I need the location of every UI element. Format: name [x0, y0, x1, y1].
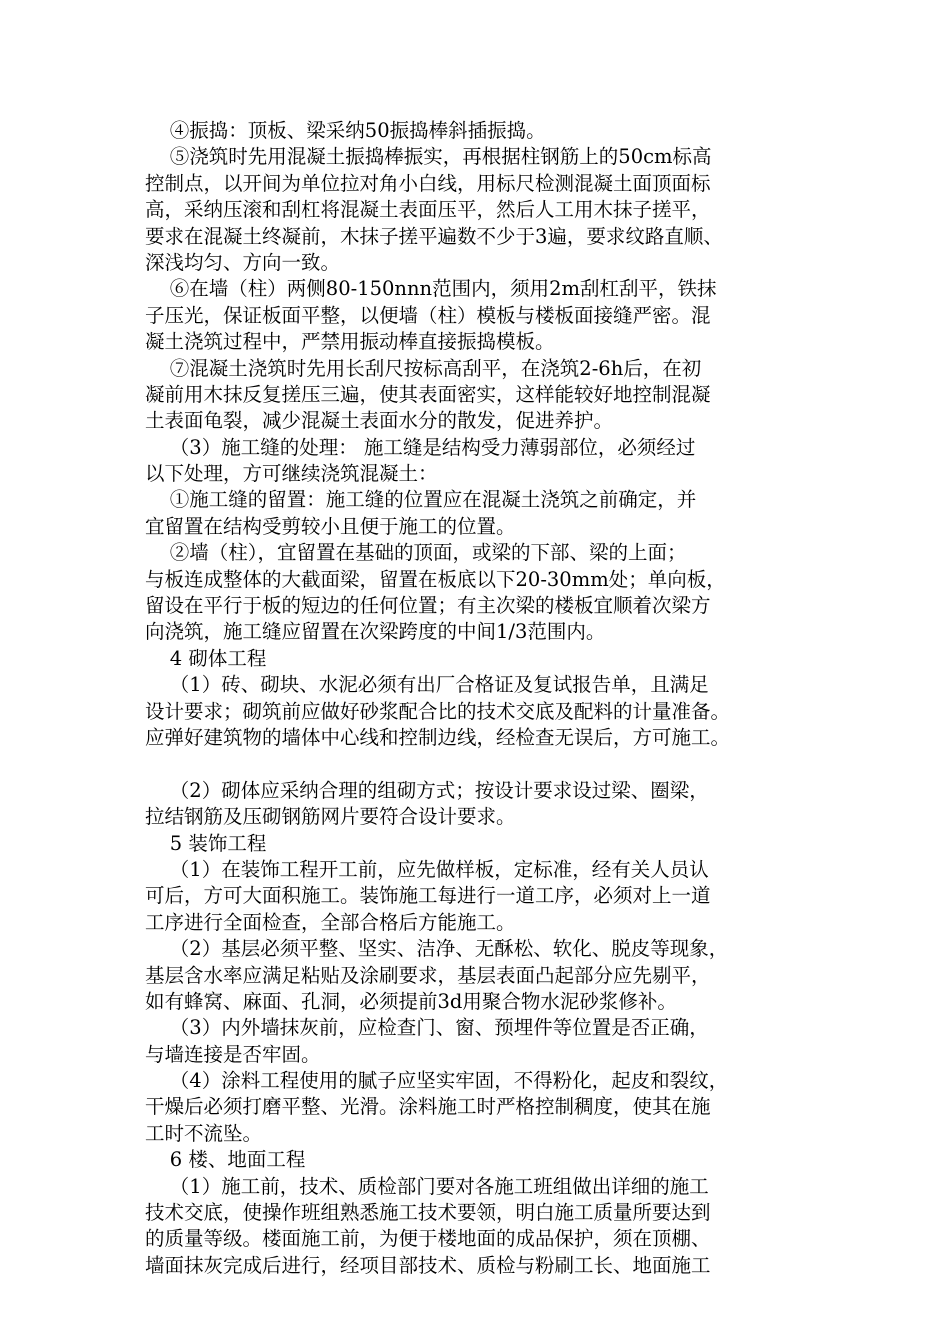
text-line: 4 砌体工程 — [145, 646, 267, 670]
text-line: 干燥后必须打磨平整、光滑。涂料施工时严格控制稠度，使其在施 — [145, 1095, 711, 1119]
text-line: 与板连成整体的大截面梁，留置在板底以下20-30mm处；单向板， — [145, 567, 726, 591]
text-line: ⑥在墙（柱）两侧80-150nnn范围内，须用2m刮杠刮平，铁抹 — [145, 277, 717, 301]
text-line: 要求在混凝土终凝前，木抹子搓平遍数不少于3遍，要求纹路直顺、 — [145, 224, 723, 248]
text-line: 深浅均匀、方向一致。 — [145, 250, 341, 274]
text-line: 墙面抹灰完成后进行，经项目部技术、质检与粉刷工长、地面施工 — [145, 1253, 711, 1277]
text-line: 拉结钢筋及压砌钢筋网片要符合设计要求。 — [145, 805, 516, 829]
text-line: 以下处理，方可继续浇筑混凝土： — [145, 462, 438, 486]
text-line: （1）施工前，技术、质检部门要对各施工班组做出详细的施工 — [145, 1174, 709, 1198]
document-body — [145, 118, 810, 1279]
text-line: 宜留置在结构受剪较小且便于施工的位置。 — [145, 514, 516, 538]
text-line: 可后，方可大面积施工。装饰施工每进行一道工序，必须对上一道 — [145, 884, 711, 908]
text-line: 与墙连接是否牢固。 — [145, 1042, 321, 1066]
text-line: 留设在平行于板的短边的任何位置；有主次梁的楼板宜顺着次梁方 — [145, 594, 711, 618]
text-line: 5 装饰工程 — [145, 831, 267, 855]
text-line — [145, 751, 810, 777]
text-line: 向浇筑，施工缝应留置在次梁跨度的中间1/3范围内。 — [145, 620, 606, 644]
text-line: （1）在装饰工程开工前，应先做样板，定标准，经有关人员认 — [145, 857, 709, 881]
text-line: ②墙（柱），宜留置在基础的顶面，或梁的下部、梁的上面； — [145, 541, 687, 565]
text-line: 的质量等级。楼面施工前，为便于楼地面的成品保护，须在顶棚、 — [145, 1227, 711, 1251]
text-line: 设计要求；砌筑前应做好砂浆配合比的技术交底及配料的计量准备。 — [145, 699, 731, 723]
text-line: 6 楼、地面工程 — [145, 1148, 306, 1172]
text-line: ⑤浇筑时先用混凝土振捣棒振实，再根据柱钢筋上的50cm标高 — [145, 145, 712, 169]
text-line: ⑦混凝土浇筑时先用长刮尺按标高刮平，在浇筑2-6h后，在初 — [145, 356, 702, 380]
text-line: 土表面龟裂，减少混凝土表面水分的散发，促进养护。 — [145, 409, 614, 433]
text-line: 控制点，以开间为单位拉对角小白线，用标尺检测混凝土面顶面标 — [145, 171, 711, 195]
text-line: 凝前用木抹反复搓压三遍，使其表面密实，这样能较好地控制混凝 — [145, 382, 711, 406]
text-line: 基层含水率应满足粘贴及涂刷要求，基层表面凸起部分应先剔平， — [145, 963, 711, 987]
text-line: （1）砖、砌块、水泥必须有出厂合格证及复试报告单，且满足 — [145, 673, 709, 697]
text-line: （3）施工缝的处理： 施工缝是结构受力薄弱部位，必须经过 — [145, 435, 696, 459]
text-line: 工序进行全面检查，全部合格后方能施工。 — [145, 910, 516, 934]
text-line: 应弹好建筑物的墙体中心线和控制边线，经检查无误后，方可施工。 — [145, 725, 731, 749]
text-line: 如有蜂窝、麻面、孔洞，必须提前3d用聚合物水泥砂浆修补。 — [145, 989, 677, 1013]
text-line: （4）涂料工程使用的腻子应坚实牢固，不得粉化，起皮和裂纹， — [145, 1069, 729, 1093]
text-line: 技术交底，使操作班组熟悉施工技术要领，明白施工质量所要达到 — [145, 1201, 711, 1225]
text-line: 凝土浇筑过程中，严禁用振动棒直接振捣模板。 — [145, 330, 555, 354]
text-line: ①施工缝的留置：施工缝的位置应在混凝土浇筑之前确定，并 — [145, 488, 697, 512]
text-line: 工时不流坠。 — [145, 1121, 263, 1145]
text-line: （2）砌体应采纳合理的组砌方式；按设计要求设过梁、圈梁， — [145, 778, 709, 802]
text-line: 高，采纳压滚和刮杠将混凝土表面压平，然后人工用木抹子搓平， — [145, 198, 711, 222]
text-line: （2）基层必须平整、坚实、洁净、无酥松、软化、脱皮等现象， — [145, 937, 729, 961]
text-line: （3）内外墙抹灰前，应检查门、窗、预埋件等位置是否正确， — [145, 1016, 709, 1040]
text-line: 子压光，保证板面平整，以便墙（柱）模板与楼板面接缝严密。混 — [145, 303, 711, 327]
text-line: ④振捣：顶板、梁采纳50振捣棒斜插振捣。 — [145, 119, 546, 142]
